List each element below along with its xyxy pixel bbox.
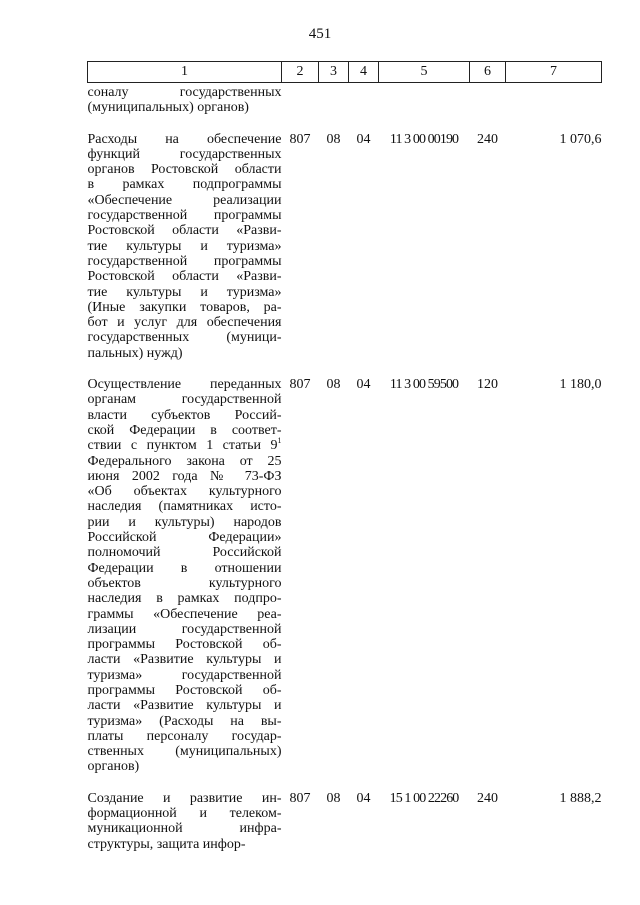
description-line: (Иные закупки товаров, ра- [87,299,282,315]
description-line: наследия (памятниках исто- [87,499,282,515]
amount: 1 070,6 [559,131,602,147]
description-line: туризма» (Расходы на вы- [87,713,282,729]
table-row [88,116,602,361]
description-line: Федерации в отношении [87,560,282,576]
description-line: соналу государственных [87,85,282,100]
description-line: Ростовской области «Разви- [87,223,282,239]
description-line: программы Ростовской об- [87,637,282,653]
target-article-code: 15 1 00 22260 [389,790,459,806]
expense-type-code [470,83,506,116]
description-line: Осуществление переданных [87,377,282,393]
description-line: лизации государственной [87,621,282,637]
amount [506,83,602,116]
section-code: 08 [326,790,341,806]
description-line: тие культуры и туризма» [87,238,282,254]
ministry-code: 807 [289,377,311,393]
expense-type-code: 240 [477,131,498,147]
description-line: (муниципальных) органов) [87,100,249,116]
column-header-3: 3 [319,62,349,83]
description-line: формационной и телеком- [87,806,282,822]
expense-type-code: 120 [477,377,498,393]
description-line: объектов культурного [87,575,282,591]
section-code: 08 [326,377,341,393]
expense-description [88,775,282,852]
table-row [88,775,602,852]
description-line: ствии с пунктом 1 статьи $9^1$ [87,436,282,454]
description-line: ласти «Развитие культуры и [87,698,282,714]
description-line: июня 2002 года № 73-ФЗ [87,468,282,484]
column-header-5: 5 [379,62,470,83]
description-line: органов) [87,759,140,775]
description-line: органам государственной [87,392,282,408]
description-line: муникационной инфра- [87,821,282,837]
expense-type-code: 240 [477,790,498,806]
target-article-code [379,83,470,116]
description-line: органов Ростовской области [87,162,282,178]
description-line: бот и услуг для обеспечения [87,315,282,331]
description-line: пальных) нужд) [87,345,183,361]
description-line: ской Федерации в соответ- [87,422,282,438]
description-line: государственной программы [87,208,282,224]
description-line: государственных (муници- [87,330,282,346]
expense-description [88,116,282,361]
column-header-7: 7 [506,62,602,83]
column-header-2: 2 [282,62,319,83]
description-line: рии и культуры) народов [87,514,282,530]
section-code [319,83,349,116]
table-row [88,83,602,116]
description-line: Российской Федерации» [87,530,282,546]
ministry-code [282,83,319,116]
description-line: ственных (муниципальных) [87,744,282,760]
amount: 1 888,2 [559,790,602,806]
description-line: структуры, защита инфор- [87,836,246,852]
ministry-code: 807 [289,790,311,806]
description-line: государственной программы [87,253,282,269]
description-line: Федерального закона от 25 [87,453,282,469]
description-line: программы Ростовской об- [87,682,282,698]
expense-description [88,83,282,116]
description-line: наследия в рамках подпро- [87,591,282,607]
description-line: Расходы на обеспечение [87,131,282,147]
column-header-4: 4 [349,62,379,83]
column-number-header [88,62,602,83]
description-line: «Обеспечение реализации [87,192,282,208]
description-line: «Об объектах культурного [87,484,282,500]
description-line: полномочий Российской [87,545,282,561]
column-header-1: 1 [88,62,282,83]
subsection-code: 04 [356,131,371,147]
table-body [88,83,602,852]
description-line: Создание и развитие ин- [87,790,282,806]
target-article-code: 11 3 00 00190 [389,131,459,147]
expense-description [88,361,282,775]
ministry-code: 807 [289,131,311,147]
amount: 1 180,0 [559,377,602,393]
description-line: власти субъектов Россий- [87,407,282,423]
description-line: тие культуры и туризма» [87,284,282,300]
page-number: 451 [308,26,332,42]
subsection-code: 04 [356,790,371,806]
section-code: 08 [326,131,341,147]
subsection-code: 04 [356,377,371,393]
column-header-6: 6 [470,62,506,83]
description-line: функций государственных [87,146,282,162]
description-line: ласти «Развитие культуры и [87,652,282,668]
target-article-code: 11 3 00 59500 [389,377,459,393]
description-line: платы персоналу государ- [87,728,282,744]
description-line: туризма» государственной [87,667,282,683]
description-line: граммы «Обеспечение реа- [87,606,282,622]
description-line: в рамках подпрограммы [87,177,282,193]
budget-table [87,61,602,852]
description-line: Ростовской области «Разви- [87,269,282,285]
subsection-code [349,83,379,116]
table-row [88,361,602,775]
